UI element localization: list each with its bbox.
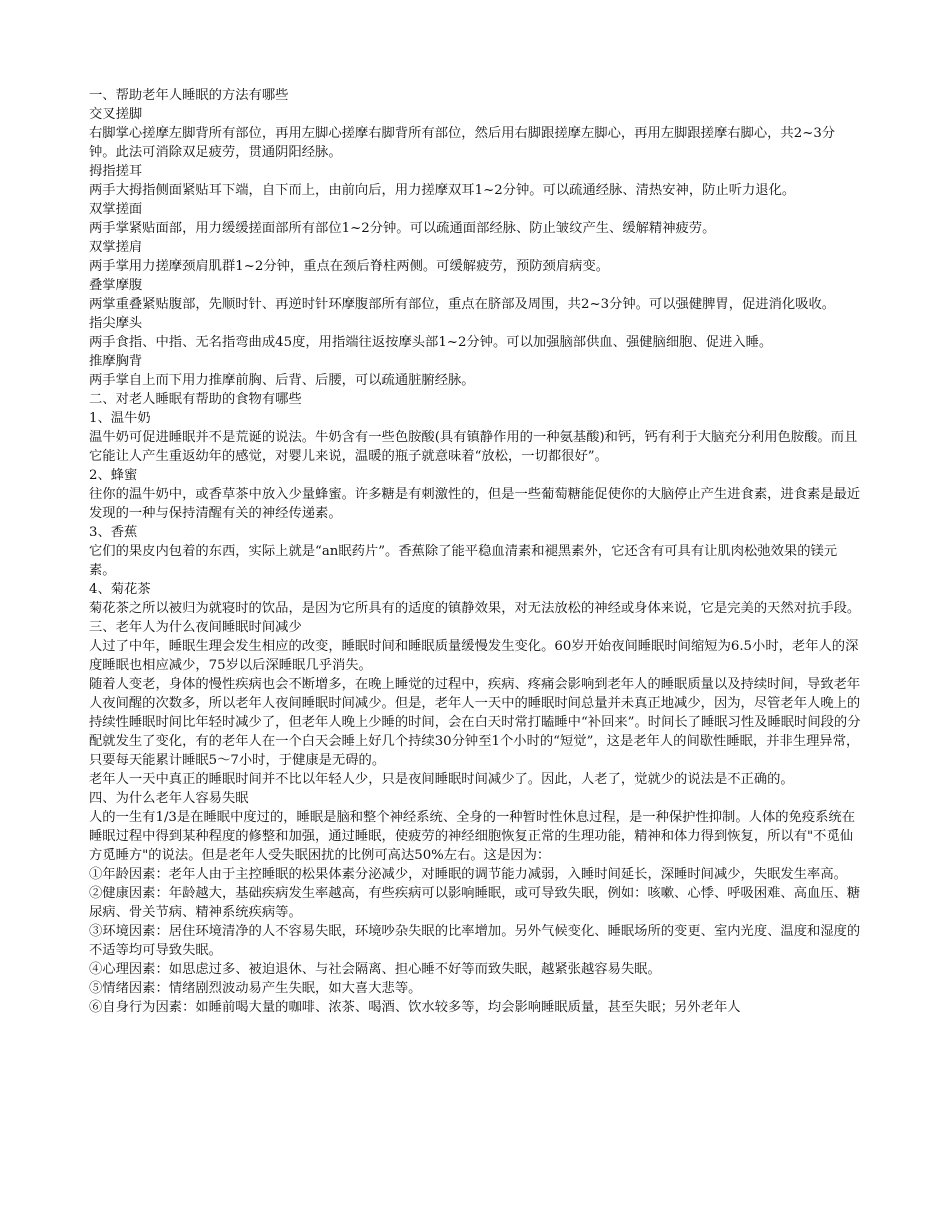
paragraph-warm-milk: 温牛奶可促进睡眠并不是荒诞的说法。牛奶含有一些色胺酸(具有镇静作用的一种氨基酸)和钙，钙有利于大脑充分利用色胺酸。而且它能让人产生重返幼年的感觉，对婴儿来说，温暖的瓶子就意味着“放松，一切都很好”。 <box>89 430 858 464</box>
paragraph-palm-face-rub: 两手掌紧贴面部，用力缓缓搓面部所有部位1~2分钟。可以疏通面部经脉、防止皱纹产生、缓解精神疲劳。 <box>89 221 716 236</box>
paragraph-cross-foot-rub: 右脚掌心搓摩左脚背所有部位，再用左脚心搓摩右脚背所有部位，然后用右脚跟搓摩左脚心，再用左脚跟搓摩右脚心，共2~3分钟。此法可消除双足疲劳，贯通阴阳经脉。 <box>89 126 836 160</box>
list-item-psychological-factor: ④心理因素：如思虑过多、被迫退休、与社会隔离、担心睡不好等而致失眠，越紧张越容易失眠。 <box>89 962 661 977</box>
paragraph-palm-shoulder-rub: 两手掌用力搓摩颈肩肌群1~2分钟，重点在颈后脊柱两侧。可缓解疲劳，预防颈肩病变。 <box>89 259 610 274</box>
subheading-banana: 3、香蕉 <box>89 525 138 540</box>
list-item-age-factor: ①年龄因素：老年人由于主控睡眠的松果体素分泌减少，对睡眠的调节能力减弱，入睡时间延长，深睡时间减少，失眠发生率高。 <box>89 867 847 882</box>
paragraph-abdomen-massage: 两掌重叠紧贴腹部，先顺时针、再逆时针环摩腹部所有部位，重点在脐部及周围，共2~3分钟。可以强健脾胃，促进消化吸收。 <box>89 297 836 312</box>
subheading-warm-milk: 1、温牛奶 <box>89 411 151 426</box>
paragraph-honey: 往你的温牛奶中，或香草茶中放入少量蜂蜜。许多糖是有刺激性的，但是一些葡萄糖能促使你的大脑停止产生进食素，进食素是最近发现的一种与保持清醒有关的神经传递素。 <box>89 487 861 521</box>
paragraph-fingertip-head-massage: 两手食指、中指、无名指弯曲成45度，用指端往返按摩头部1~2分钟。可以加强脑部供血、强健脑细胞、促进入睡。 <box>89 335 773 350</box>
section-heading-insomnia-causes: 四、为什么老年人容易失眠 <box>89 791 249 806</box>
paragraph-banana: 它们的果皮内包着的东西，实际上就是“an眠药片”。香蕉除了能平稳血清素和褪黑素外，它还含有可具有让肌肉松弛效果的镁元素。 <box>89 544 838 578</box>
paragraph-total-sleep-conclusion: 老年人一天中真正的睡眠时间并不比以年轻人少，只是夜间睡眠时间减少了。因此，人老了，觉就少的说法是不正确的。 <box>89 772 794 787</box>
paragraph-sleep-importance: 人的一生有1/3是在睡眠中度过的，睡眠是脑和整个神经系统、全身的一种暂时性休息过程，是一种保护性抑制。人体的免疫系统在睡眠过程中得到某种程度的修整和加强，通过睡眠，使疲劳的神经细胞恢复正常的生理功能，精神和体力得到恢复，所以有"不觅仙方觅睡方"的说法。但是老年人受失眠困扰的比例可高达50%左右。这是因为： <box>89 810 856 863</box>
subheading-fingertip-head-massage: 指尖摩头 <box>89 316 143 331</box>
subheading-chrysanthemum-tea: 4、菊花茶 <box>89 582 151 597</box>
section-heading-sleep-foods: 二、对老人睡眠有帮助的食物有哪些 <box>89 392 302 407</box>
subheading-abdomen-massage: 叠掌摩腹 <box>89 278 143 293</box>
paragraph-chest-back-massage: 两手掌自上而下用力推摩前胸、后背、后腰，可以疏通脏腑经脉。 <box>89 373 475 388</box>
subheading-chest-back-massage: 推摩胸背 <box>89 354 143 369</box>
section-heading-sleep-methods: 一、帮助老年人睡眠的方法有哪些 <box>89 88 289 103</box>
subheading-cross-foot-rub: 交叉搓脚 <box>89 107 143 122</box>
list-item-environment-factor: ③环境因素：居住环境清净的人不容易失眠，环境吵杂失眠的比率增加。另外气候变化、睡眠场所的变更、室内光度、温度和湿度的不适等均可导致失眠。 <box>89 924 861 958</box>
section-heading-night-sleep-reduction: 三、老年人为什么夜间睡眠时间减少 <box>89 620 302 635</box>
subheading-palm-shoulder-rub: 双掌搓肩 <box>89 240 143 255</box>
subheading-thumb-ear-rub: 拇指搓耳 <box>89 164 143 179</box>
paragraph-chronic-disease-sleep: 随着人变老，身体的慢性疾病也会不断增多，在晚上睡觉的过程中，疾病、疼痛会影响到老年人的睡眠质量以及持续时间，导致老年人夜间醒的次数多，所以老年人夜间睡眠时间减少。但是，老年人一天中的睡眠时间总量并未真正地减少，因为，尽管老年人晚上的持续性睡眠时间比年轻时减少了，但老年人晚上少睡的时间，会在白天时常打瞌睡中“补回来”。时间长了睡眠习性及睡眠时间段的分配就发生了变化，有的老年人在一个白天会睡上好几个持续30分钟至1个小时的“短觉”，这是老年人的间歇性睡眠，并非生理异常，只要每天能累计睡眠5～7小时，于健康是无碍的。 <box>89 677 861 768</box>
paragraph-sleep-changes-with-age: 人过了中年，睡眠生理会发生相应的改变，睡眠时间和睡眠质量缓慢发生变化。60岁开始夜间睡眠时间缩短为6.5小时，老年人的深度睡眠也相应减少，75岁以后深睡眠几乎消失。 <box>89 639 859 673</box>
list-item-emotional-factor: ⑤情绪因素：情绪剧烈波动易产生失眠，如大喜大悲等。 <box>89 981 422 996</box>
paragraph-thumb-ear-rub: 两手大拇指侧面紧贴耳下端，自下而上，由前向后，用力搓摩双耳1~2分钟。可以疏通经脉、清热安神，防止听力退化。 <box>89 183 796 198</box>
document-body <box>89 86 861 1017</box>
list-item-health-factor: ②健康因素：年龄越大，基础疾病发生率越高，有些疾病可以影响睡眠，或可导致失眠，例如：咳嗽、心悸、呼吸困难、高血压、糖尿病、骨关节病、精神系统疾病等。 <box>89 886 861 920</box>
subheading-palm-face-rub: 双掌搓面 <box>89 202 143 217</box>
subheading-honey: 2、蜂蜜 <box>89 468 138 483</box>
paragraph-chrysanthemum-tea: 菊花茶之所以被归为就寝时的饮品，是因为它所具有的适度的镇静效果，对无法放松的神经或身体来说，它是完美的天然对抗手段。 <box>89 601 861 616</box>
list-item-behavior-factor: ⑥自身行为因素：如睡前喝大量的咖啡、浓茶、喝酒、饮水较多等，均会影响睡眠质量，甚至失眠；另外老年人 <box>89 1000 741 1015</box>
